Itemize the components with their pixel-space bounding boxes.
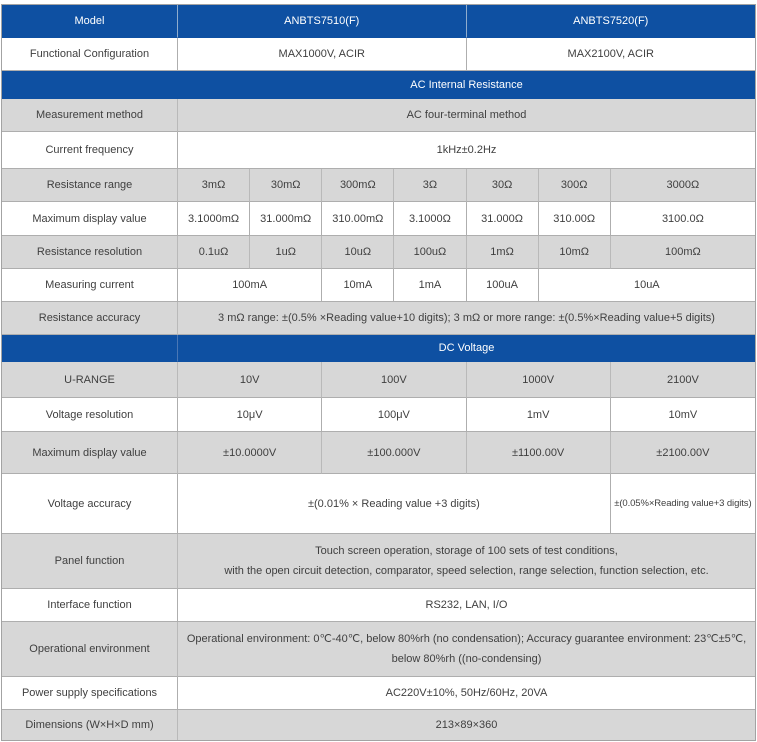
row-label: Power supply specifications — [2, 677, 178, 710]
value-cell: 31.000mΩ — [250, 202, 322, 236]
section-spacer — [2, 335, 178, 362]
panel-function-line-2: with the open circuit detection, comparator, speed selection, range selection, function selection, etc. — [224, 565, 709, 577]
row-resistance-range — [2, 169, 755, 202]
value-cell: 1uΩ — [250, 236, 322, 269]
row-label: Measurement method — [2, 99, 178, 132]
value-cell: 10uA — [539, 269, 755, 302]
value-cell: 1kHz±0.2Hz — [178, 132, 755, 169]
value-cell: 1mV — [467, 398, 611, 432]
row-label: Panel function — [2, 534, 178, 589]
value-cell: 300mΩ — [322, 169, 394, 202]
section-spacer — [2, 71, 178, 99]
value-cell: 10mV — [611, 398, 755, 432]
value-cell: AC four-terminal method — [178, 99, 755, 132]
row-label: Maximum display value — [2, 202, 178, 236]
model-2-cell: ANBTS7520(F) — [467, 5, 756, 38]
row-label: Resistance range — [2, 169, 178, 202]
value-cell: 310.00Ω — [539, 202, 611, 236]
value-cell: 100uΩ — [394, 236, 466, 269]
row-label: Voltage accuracy — [2, 474, 178, 534]
value-cell: 3100.0Ω — [611, 202, 755, 236]
row-resistance-accuracy — [2, 302, 755, 335]
value-cell: 3mΩ — [178, 169, 250, 202]
value-cell — [178, 622, 755, 677]
value-cell: ±(0.01% × Reading value +3 digits) — [178, 474, 611, 534]
row-measurement-method — [2, 99, 755, 132]
row-model — [2, 5, 755, 38]
value-cell: 10V — [178, 362, 322, 398]
row-current-frequency — [2, 132, 755, 169]
value-cell: 30Ω — [467, 169, 539, 202]
value-cell: 10uΩ — [322, 236, 394, 269]
operational-environment-line-1: Operational environment: 0℃-40℃, below 80%rh (no condensation); Accuracy guarantee environment: 23℃±5℃, — [186, 632, 747, 645]
row-label: Resistance accuracy — [2, 302, 178, 335]
row-label: Current frequency — [2, 132, 178, 169]
value-cell — [178, 534, 755, 589]
row-section-ac-internal-resistance — [2, 71, 755, 99]
value-cell: ±100.000V — [322, 432, 466, 474]
value-cell: 100μV — [322, 398, 466, 432]
spec-table — [1, 4, 756, 741]
row-measuring-current — [2, 269, 755, 302]
row-maximum-display-value-resistance — [2, 202, 755, 236]
value-cell: 30mΩ — [250, 169, 322, 202]
row-label: Dimensions (W×H×D mm) — [2, 710, 178, 740]
value-cell: 213×89×360 — [178, 710, 755, 740]
value-cell: 1mΩ — [467, 236, 539, 269]
value-cell: 3.1000Ω — [394, 202, 466, 236]
value-cell: ±10.0000V — [178, 432, 322, 474]
value-cell: 0.1uΩ — [178, 236, 250, 269]
value-cell: ±2100.00V — [611, 432, 755, 474]
panel-function-line-1: Touch screen operation, storage of 100 sets of test conditions, — [315, 544, 618, 557]
row-label: Maximum display value — [2, 432, 178, 474]
value-cell: 3 mΩ range: ±(0.5% ×Reading value+10 digits); 3 mΩ or more range: ±(0.5%×Reading value+5 digits) — [178, 302, 755, 335]
row-u-range — [2, 362, 755, 398]
row-interface-function — [2, 589, 755, 622]
row-label: Resistance resolution — [2, 236, 178, 269]
value-cell: 3000Ω — [611, 169, 755, 202]
value-cell: 10μV — [178, 398, 322, 432]
value-cell: ±1100.00V — [467, 432, 611, 474]
value-cell: 10mΩ — [539, 236, 611, 269]
row-operational-environment — [2, 622, 755, 677]
row-label: U-RANGE — [2, 362, 178, 398]
value-cell: 1mA — [394, 269, 466, 302]
row-label: Interface function — [2, 589, 178, 622]
value-cell: 3.1000mΩ — [178, 202, 250, 236]
value-cell: 31.000Ω — [467, 202, 539, 236]
value-cell: AC220V±10%, 50Hz/60Hz, 20VA — [178, 677, 755, 710]
row-label: Operational environment — [2, 622, 178, 677]
value-cell: 100V — [322, 362, 466, 398]
row-voltage-resolution — [2, 398, 755, 432]
row-dimensions — [2, 710, 755, 740]
value-cell: ±(0.05%×Reading value+3 digits) — [611, 474, 755, 534]
value-cell: 3Ω — [394, 169, 466, 202]
value-cell: 2100V — [611, 362, 755, 398]
section-title: DC Voltage — [178, 335, 755, 362]
value-cell: MAX2100V, ACIR — [467, 38, 756, 71]
row-label: Measuring current — [2, 269, 178, 302]
row-section-dc-voltage — [2, 335, 755, 362]
row-voltage-accuracy — [2, 474, 755, 534]
operational-environment-line-2: below 80%rh ((no-condensing) — [391, 653, 542, 665]
row-label: Voltage resolution — [2, 398, 178, 432]
value-cell: 310.00mΩ — [322, 202, 394, 236]
section-title: AC Internal Resistance — [178, 71, 755, 99]
row-panel-function — [2, 534, 755, 589]
row-maximum-display-value-voltage — [2, 432, 755, 474]
row-power-supply-specifications — [2, 677, 755, 710]
value-cell: 100mΩ — [611, 236, 755, 269]
model-1-cell: ANBTS7510(F) — [178, 5, 467, 38]
value-cell: 10mA — [322, 269, 394, 302]
value-cell: RS232, LAN, I/O — [178, 589, 755, 622]
row-functional-configuration — [2, 38, 755, 71]
value-cell: 100uA — [467, 269, 539, 302]
value-cell: 1000V — [467, 362, 611, 398]
value-cell: MAX1000V, ACIR — [178, 38, 467, 71]
value-cell: 300Ω — [539, 169, 611, 202]
row-resistance-resolution — [2, 236, 755, 269]
value-cell: 100mA — [178, 269, 322, 302]
row-label: Model — [2, 5, 178, 38]
row-label: Functional Configuration — [2, 38, 178, 71]
